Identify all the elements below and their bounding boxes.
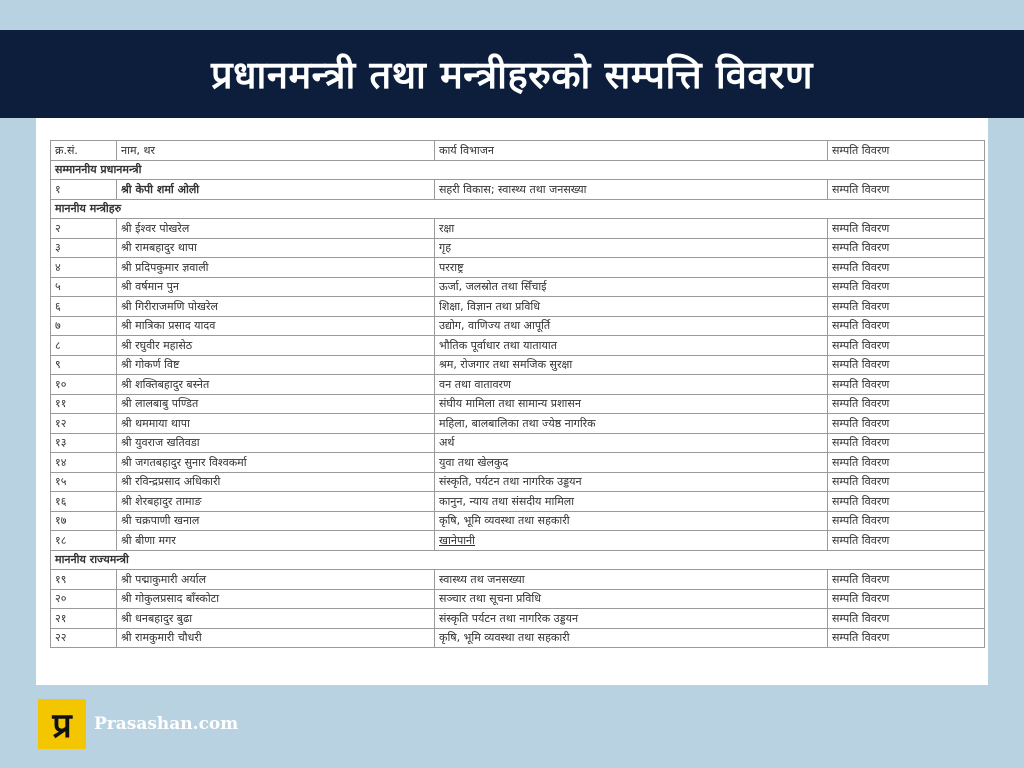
minister-name: श्री शक्तिबहादुर बस्नेत [117, 375, 435, 395]
serial-number: ५ [51, 277, 117, 297]
table-row [51, 609, 985, 629]
table-row [51, 238, 985, 258]
serial-number: १० [51, 375, 117, 395]
portfolio-text[interactable]: गृह [439, 241, 452, 255]
asset-details-link[interactable]: सम्पति विवरण [828, 316, 985, 336]
banner-title: प्रधानमन्त्री तथा मन्त्रीहरुको सम्पत्ति विवरण [211, 53, 813, 97]
minister-name: श्री केपी शर्मा ओली [117, 180, 435, 200]
portfolio-link[interactable] [435, 238, 828, 258]
portfolio-link[interactable] [435, 336, 828, 356]
serial-number: ६ [51, 297, 117, 317]
serial-number: १ [51, 180, 117, 200]
portfolio-link[interactable] [435, 589, 828, 609]
header-name: नाम, थर [117, 141, 435, 161]
portfolio-text[interactable]: संघीय मामिला तथा सामान्य प्रशासन [439, 397, 581, 411]
portfolio-link[interactable] [435, 258, 828, 278]
serial-number: २ [51, 219, 117, 239]
table-row [51, 375, 985, 395]
serial-number: २० [51, 589, 117, 609]
serial-number: १८ [51, 531, 117, 551]
portfolio-text[interactable]: संस्कृति, पर्यटन तथा नागरिक उड्डयन [439, 475, 582, 489]
portfolio-text[interactable]: परराष्ट्र [439, 260, 464, 274]
header-portfolio: कार्य विभाजन [435, 141, 828, 161]
asset-details-link[interactable]: सम्पति विवरण [828, 355, 985, 375]
asset-details-link[interactable]: सम्पति विवरण [828, 219, 985, 239]
minister-name: श्री रघुवीर महासेठ [117, 336, 435, 356]
table-row [51, 277, 985, 297]
portfolio-text[interactable]: सञ्चार तथा सूचना प्रविधि [439, 592, 541, 606]
asset-details-link[interactable]: सम्पति विवरण [828, 277, 985, 297]
portfolio-link[interactable] [435, 433, 828, 453]
table-row [51, 258, 985, 278]
portfolio-text[interactable]: कानुन, न्याय तथा संसदीय मामिला [439, 494, 575, 508]
header-serial: क्र.सं. [51, 141, 117, 161]
table-row [51, 336, 985, 356]
asset-details-link[interactable]: सम्पति विवरण [828, 375, 985, 395]
minister-name: श्री गोकुलप्रसाद बाँस्कोटा [117, 589, 435, 609]
table-row [51, 570, 985, 590]
portfolio-link[interactable] [435, 453, 828, 473]
table-row [51, 453, 985, 473]
table-row [51, 297, 985, 317]
portfolio-text[interactable]: महिला, बालबालिका तथा ज्येष्ठ नागरिक [439, 416, 596, 430]
portfolio-link[interactable] [435, 414, 828, 434]
asset-details-link[interactable]: सम्पति विवरण [828, 511, 985, 531]
portfolio-text[interactable]: रक्षा [439, 221, 455, 235]
table-row [51, 355, 985, 375]
asset-details-link[interactable]: सम्पति विवरण [828, 433, 985, 453]
minister-name: श्री शेरबहादुर तामाङ [117, 492, 435, 512]
portfolio-text[interactable]: अर्थ [439, 436, 455, 450]
portfolio-text[interactable]: स्वास्थ्य तथ जनसख्या [439, 572, 525, 586]
table-header-row [51, 141, 985, 161]
section-label: सम्माननीय प्रधानमन्त्री [51, 160, 985, 180]
asset-details-link[interactable]: सम्पति विवरण [828, 492, 985, 512]
minister-name: श्री गोकर्ण विष्ट [117, 355, 435, 375]
section-label: माननीय मन्त्रीहरु [51, 199, 985, 219]
table-row [51, 394, 985, 414]
minister-name: श्री पद्माकुमारी अर्याल [117, 570, 435, 590]
prasashan-logo [38, 699, 86, 749]
asset-details-link[interactable]: सम्पति विवरण [828, 336, 985, 356]
table-row [51, 492, 985, 512]
portfolio-link[interactable] [435, 394, 828, 414]
minister-name: श्री रामकुमारी चौधरी [117, 628, 435, 648]
portfolio-link[interactable] [435, 297, 828, 317]
asset-details-link[interactable]: सम्पति विवरण [828, 258, 985, 278]
table-row [51, 511, 985, 531]
section-row [51, 160, 985, 180]
table-row [51, 219, 985, 239]
section-label: माननीय राज्यमन्त्री [51, 550, 985, 570]
minister-name: श्री जगतबहादुर सुनार विश्वकर्मा [117, 453, 435, 473]
minister-name: श्री धनबहादुर बुढा [117, 609, 435, 629]
asset-table [50, 140, 985, 648]
minister-name: श्री युवराज खतिवडा [117, 433, 435, 453]
serial-number: २१ [51, 609, 117, 629]
asset-details-link[interactable]: सम्पति विवरण [828, 531, 985, 551]
serial-number: २२ [51, 628, 117, 648]
portfolio-link[interactable] [435, 511, 828, 531]
portfolio-link[interactable] [435, 375, 828, 395]
asset-details-link[interactable]: सम्पति विवरण [828, 180, 985, 200]
section-row [51, 199, 985, 219]
logo-glyph: प्र [52, 706, 72, 746]
footer-brand [38, 698, 238, 750]
serial-number: ३ [51, 238, 117, 258]
table-row [51, 180, 985, 200]
portfolio-link[interactable] [435, 355, 828, 375]
asset-details-link[interactable]: सम्पति विवरण [828, 238, 985, 258]
portfolio-text[interactable]: शिक्षा, विज्ञान तथा प्रविधि [439, 299, 541, 313]
minister-name: श्री रामबहादुर थापा [117, 238, 435, 258]
minister-name: श्री बीणा मगर [117, 531, 435, 551]
portfolio-link[interactable] [435, 609, 828, 629]
portfolio-text[interactable]: ऊर्जा, जलस्रोत तथा सिँचाई [439, 280, 547, 294]
asset-details-link[interactable]: सम्पति विवरण [828, 297, 985, 317]
asset-details-link[interactable]: सम्पति विवरण [828, 414, 985, 434]
asset-details-link[interactable]: सम्पति विवरण [828, 609, 985, 629]
portfolio-link[interactable] [435, 180, 828, 200]
section-row [51, 550, 985, 570]
serial-number: ४ [51, 258, 117, 278]
site-name: Prasashan.com [94, 714, 239, 734]
serial-number: ११ [51, 394, 117, 414]
portfolio-text[interactable]: युवा तथा खेलकुद [439, 455, 509, 469]
table-row [51, 433, 985, 453]
portfolio-text[interactable]: सहरी विकास; स्वास्थ्य तथा जनसख्या [439, 182, 587, 196]
serial-number: १६ [51, 492, 117, 512]
serial-number: १७ [51, 511, 117, 531]
serial-number: १९ [51, 570, 117, 590]
portfolio-link[interactable] [435, 472, 828, 492]
portfolio-text[interactable]: संस्कृति पर्यटन तथा नागरिक उड्डयन [439, 611, 579, 625]
table-row [51, 531, 985, 551]
minister-name: श्री ईश्वर पोखरेल [117, 219, 435, 239]
asset-details-link[interactable]: सम्पति विवरण [828, 394, 985, 414]
portfolio-link[interactable] [435, 219, 828, 239]
table-row [51, 628, 985, 648]
portfolio-link[interactable] [435, 316, 828, 336]
serial-number: ७ [51, 316, 117, 336]
portfolio-text[interactable]: भौतिक पूर्वाधार तथा यातायात [439, 338, 557, 352]
portfolio-text[interactable]: खानेपानी [439, 533, 476, 547]
minister-name: श्री मात्रिका प्रसाद यादव [117, 316, 435, 336]
title-banner [0, 30, 1024, 118]
portfolio-text[interactable]: उद्योग, वाणिज्य तथा आपूर्ति [439, 319, 551, 333]
portfolio-link[interactable] [435, 570, 828, 590]
portfolio-text[interactable]: वन तथा वातावरण [439, 377, 512, 391]
asset-details-link[interactable]: सम्पति विवरण [828, 472, 985, 492]
portfolio-link[interactable] [435, 628, 828, 648]
portfolio-link[interactable] [435, 492, 828, 512]
portfolio-link[interactable] [435, 531, 828, 551]
table-body [51, 141, 985, 648]
asset-details-link[interactable]: सम्पति विवरण [828, 570, 985, 590]
table-row [51, 414, 985, 434]
minister-name: श्री थममाया थापा [117, 414, 435, 434]
minister-name: श्री वर्षमान पुन [117, 277, 435, 297]
portfolio-text[interactable]: कृषि, भूमि व्यवस्था तथा सहकारी [439, 631, 570, 645]
serial-number: ९ [51, 355, 117, 375]
portfolio-text[interactable]: श्रम, रोजगार तथा समजिक सुरक्षा [439, 358, 573, 372]
header-asset-details: सम्पति विवरण [828, 141, 985, 161]
serial-number: १४ [51, 453, 117, 473]
portfolio-link[interactable] [435, 277, 828, 297]
serial-number: १२ [51, 414, 117, 434]
table-row [51, 589, 985, 609]
minister-name: श्री गिरीराजमणि पोखरेल [117, 297, 435, 317]
table-row [51, 316, 985, 336]
minister-name: श्री प्रदिपकुमार ज्ञवाली [117, 258, 435, 278]
serial-number: ८ [51, 336, 117, 356]
serial-number: १५ [51, 472, 117, 492]
portfolio-text[interactable]: कृषि, भूमि व्यवस्था तथा सहकारी [439, 514, 570, 528]
asset-details-link[interactable]: सम्पति विवरण [828, 589, 985, 609]
minister-name: श्री लालबाबु पण्डित [117, 394, 435, 414]
table-sheet [36, 118, 988, 685]
table-row [51, 472, 985, 492]
minister-name: श्री चक्रपाणी खनाल [117, 511, 435, 531]
minister-name: श्री रविन्द्रप्रसाद अधिकारी [117, 472, 435, 492]
asset-details-link[interactable]: सम्पति विवरण [828, 628, 985, 648]
serial-number: १३ [51, 433, 117, 453]
asset-details-link[interactable]: सम्पति विवरण [828, 453, 985, 473]
